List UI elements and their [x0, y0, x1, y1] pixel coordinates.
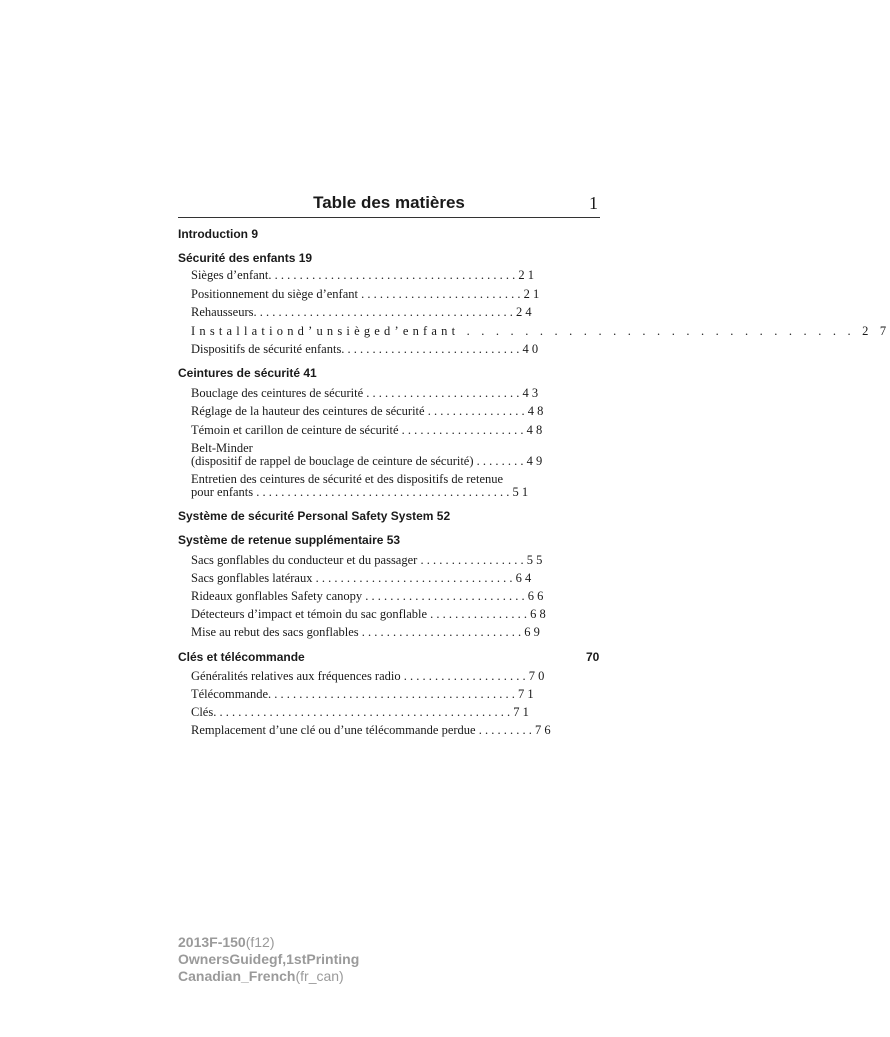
toc-entry[interactable]: Entretien des ceintures de sécurité et des dispositifs de retenue: [191, 472, 504, 486]
toc-entry[interactable]: Bouclage des ceintures de sécurité . . . . . . . . . . . . . . . . . . . . . . . . . 4 3: [191, 386, 539, 400]
page-number: 1: [589, 193, 598, 213]
toc-entry[interactable]: Clés. . . . . . . . . . . . . . . . . . . . . . . . . . . . . . . . . . . . . . . . . . . . . . . . 7 1: [191, 705, 529, 719]
toc-entry[interactable]: Généralités relatives aux fréquences radio . . . . . . . . . . . . . . . . . . . . 7 0: [191, 669, 545, 683]
toc-section-ceintures[interactable]: Ceintures de sécurité 41: [178, 366, 317, 380]
footer-line-model: 2013F-150(f12): [178, 934, 275, 950]
toc-entry[interactable]: pour enfants . . . . . . . . . . . . . . . . . . . . . . . . . . . . . . . . . . . . . . . . . 5 1: [191, 485, 529, 499]
toc-entry[interactable]: Belt-Minder: [191, 441, 253, 455]
print-footer: [178, 934, 359, 985]
page-header: [178, 193, 600, 218]
toc-entry[interactable]: Sièges d’enfant. . . . . . . . . . . . . . . . . . . . . . . . . . . . . . . . . . . . . . . . 2 1: [191, 268, 535, 282]
toc-entry[interactable]: Détecteurs d’impact et témoin du sac gonflable . . . . . . . . . . . . . . . . 6 8: [191, 607, 546, 621]
toc-entry[interactable]: Remplacement d’une clé ou d’une télécommande perdue . . . . . . . . . 7 6: [191, 723, 551, 737]
toc-entry[interactable]: Dispositifs de sécurité enfants. . . . . . . . . . . . . . . . . . . . . . . . . . . . . 4 0: [191, 342, 539, 356]
toc-entry[interactable]: Positionnement du siège d’enfant . . . . . . . . . . . . . . . . . . . . . . . . . . 2 1: [191, 287, 540, 301]
toc-section-retenue[interactable]: Système de retenue supplémentaire 53: [178, 533, 401, 547]
toc-section-introduction[interactable]: Introduction 9: [178, 227, 258, 241]
toc-entry[interactable]: Réglage de la hauteur des ceintures de sécurité . . . . . . . . . . . . . . . . 4 8: [191, 404, 544, 418]
toc-entry[interactable]: Témoin et carillon de ceinture de sécurité . . . . . . . . . . . . . . . . . . . . 4 8: [191, 423, 543, 437]
toc-section-cles-title: Clés et télécommande: [178, 650, 305, 664]
toc-entry[interactable]: Rideaux gonflables Safety canopy . . . . . . . . . . . . . . . . . . . . . . . . . . 6 6: [191, 589, 544, 603]
toc-entry[interactable]: Rehausseurs. . . . . . . . . . . . . . . . . . . . . . . . . . . . . . . . . . . . . . . . . . 2 4: [191, 305, 532, 319]
page-title: Table des matières: [313, 193, 465, 212]
toc-section-cles[interactable]: [178, 650, 600, 664]
toc-entry[interactable]: Sacs gonflables du conducteur et du passager . . . . . . . . . . . . . . . . . 5 5: [191, 553, 543, 567]
toc-section-pss[interactable]: Système de sécurité Personal Safety System 52: [178, 509, 451, 523]
footer-line-language: Canadian_French(fr_can): [178, 968, 344, 984]
toc-entry[interactable]: (dispositif de rappel de bouclage de ceinture de sécurité) . . . . . . . . 4 9: [191, 454, 543, 468]
footer-line-guide: OwnersGuidegf,1stPrinting: [178, 951, 360, 967]
toc-section-securite-enfants[interactable]: Sécurité des enfants 19: [178, 251, 313, 265]
toc-entry[interactable]: Installationd’unsièged’enfant . . . . . . . . . . . . . . . . . . . . . . . . . . . 2 7: [191, 324, 890, 338]
toc-section-cles-page: 70: [586, 650, 600, 664]
toc-entry[interactable]: Mise au rebut des sacs gonflables . . . . . . . . . . . . . . . . . . . . . . . . . . 6 9: [191, 625, 540, 639]
toc-entry[interactable]: Sacs gonflables latéraux . . . . . . . . . . . . . . . . . . . . . . . . . . . . . . . . 6 4: [191, 571, 532, 585]
toc-entry[interactable]: Télécommande. . . . . . . . . . . . . . . . . . . . . . . . . . . . . . . . . . . . . . . . 7 1: [191, 687, 534, 701]
